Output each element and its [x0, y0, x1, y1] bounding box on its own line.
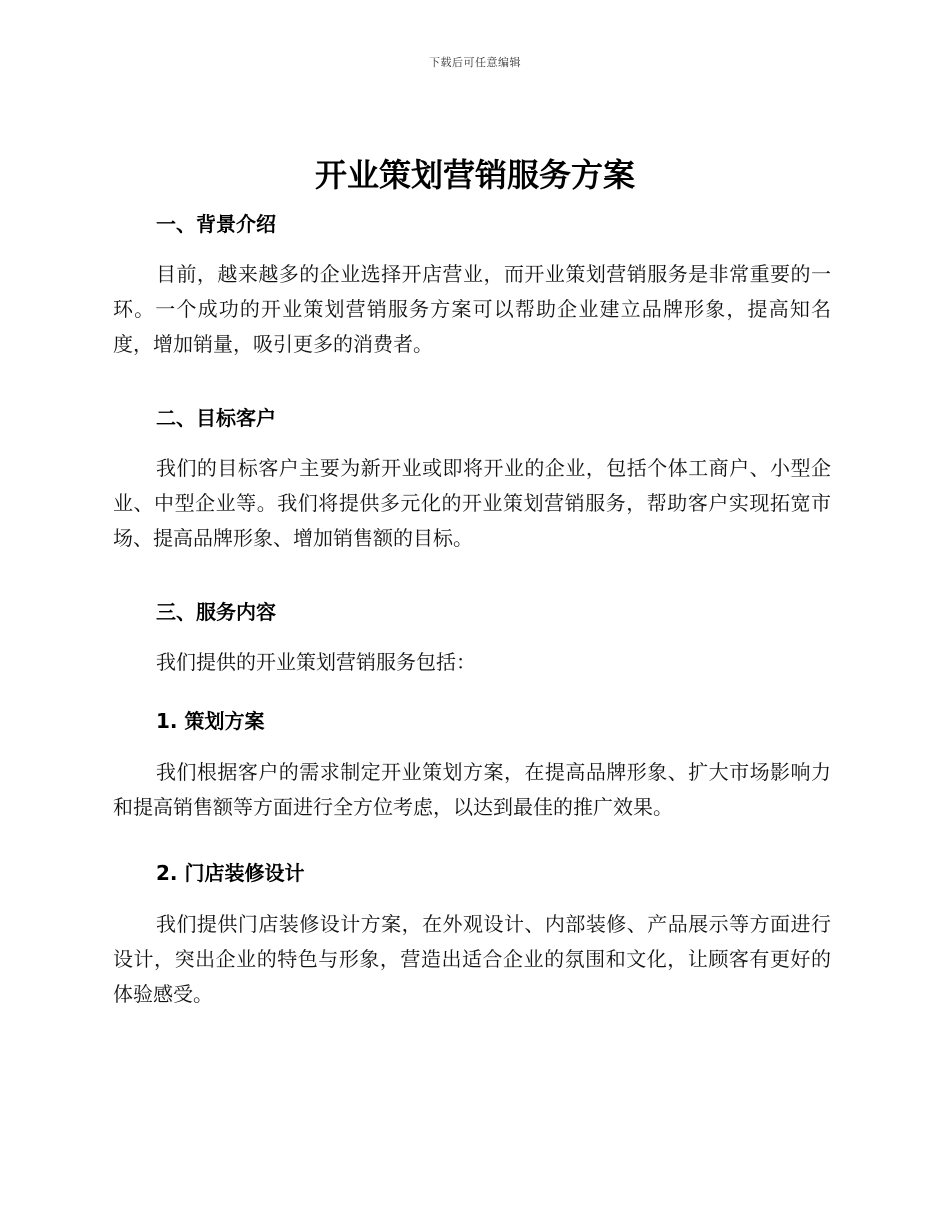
header-note: 下载后可任意编辑 [429, 56, 521, 69]
section-heading-background: 一、背景介绍 [156, 212, 276, 236]
item-body-planning: 我们根据客户的需求制定开业策划方案，在提高品牌形象、扩大市场影响力和提高销售额等方面进行全方位考虑，以达到最佳的推广效果。 [113, 760, 831, 819]
section-intro-service-content: 我们提供的开业策划营销服务包括： [156, 650, 476, 674]
section-body-background: 目前，越来越多的企业选择开店营业，而开业策划营销服务是非常重要的一环。一个成功的开业策划营销服务方案可以帮助企业建立品牌形象，提高知名度，增加销量，吸引更多的消费者。 [113, 262, 831, 356]
item-body-store-design: 我们提供门店装修设计方案，在外观设计、内部装修、产品展示等方面进行设计，突出企业的特色与形象，营造出适合企业的氛围和文化，让顾客有更好的体验感受。 [113, 912, 831, 1006]
section-body-target-customers: 我们的目标客户主要为新开业或即将开业的企业，包括个体工商户、小型企业、中型企业等。我们将提供多元化的开业策划营销服务，帮助客户实现拓宽市场、提高品牌形象、增加销售额的目标。 [113, 456, 831, 550]
section-heading-service-content: 三、服务内容 [156, 600, 276, 624]
page-title: 开业策划营销服务方案 [314, 156, 635, 194]
item-heading-store-design: 2. 门店装修设计 [156, 861, 305, 885]
item-heading-planning: 1. 策划方案 [156, 709, 265, 733]
section-heading-target-customers: 二、目标客户 [156, 406, 276, 430]
